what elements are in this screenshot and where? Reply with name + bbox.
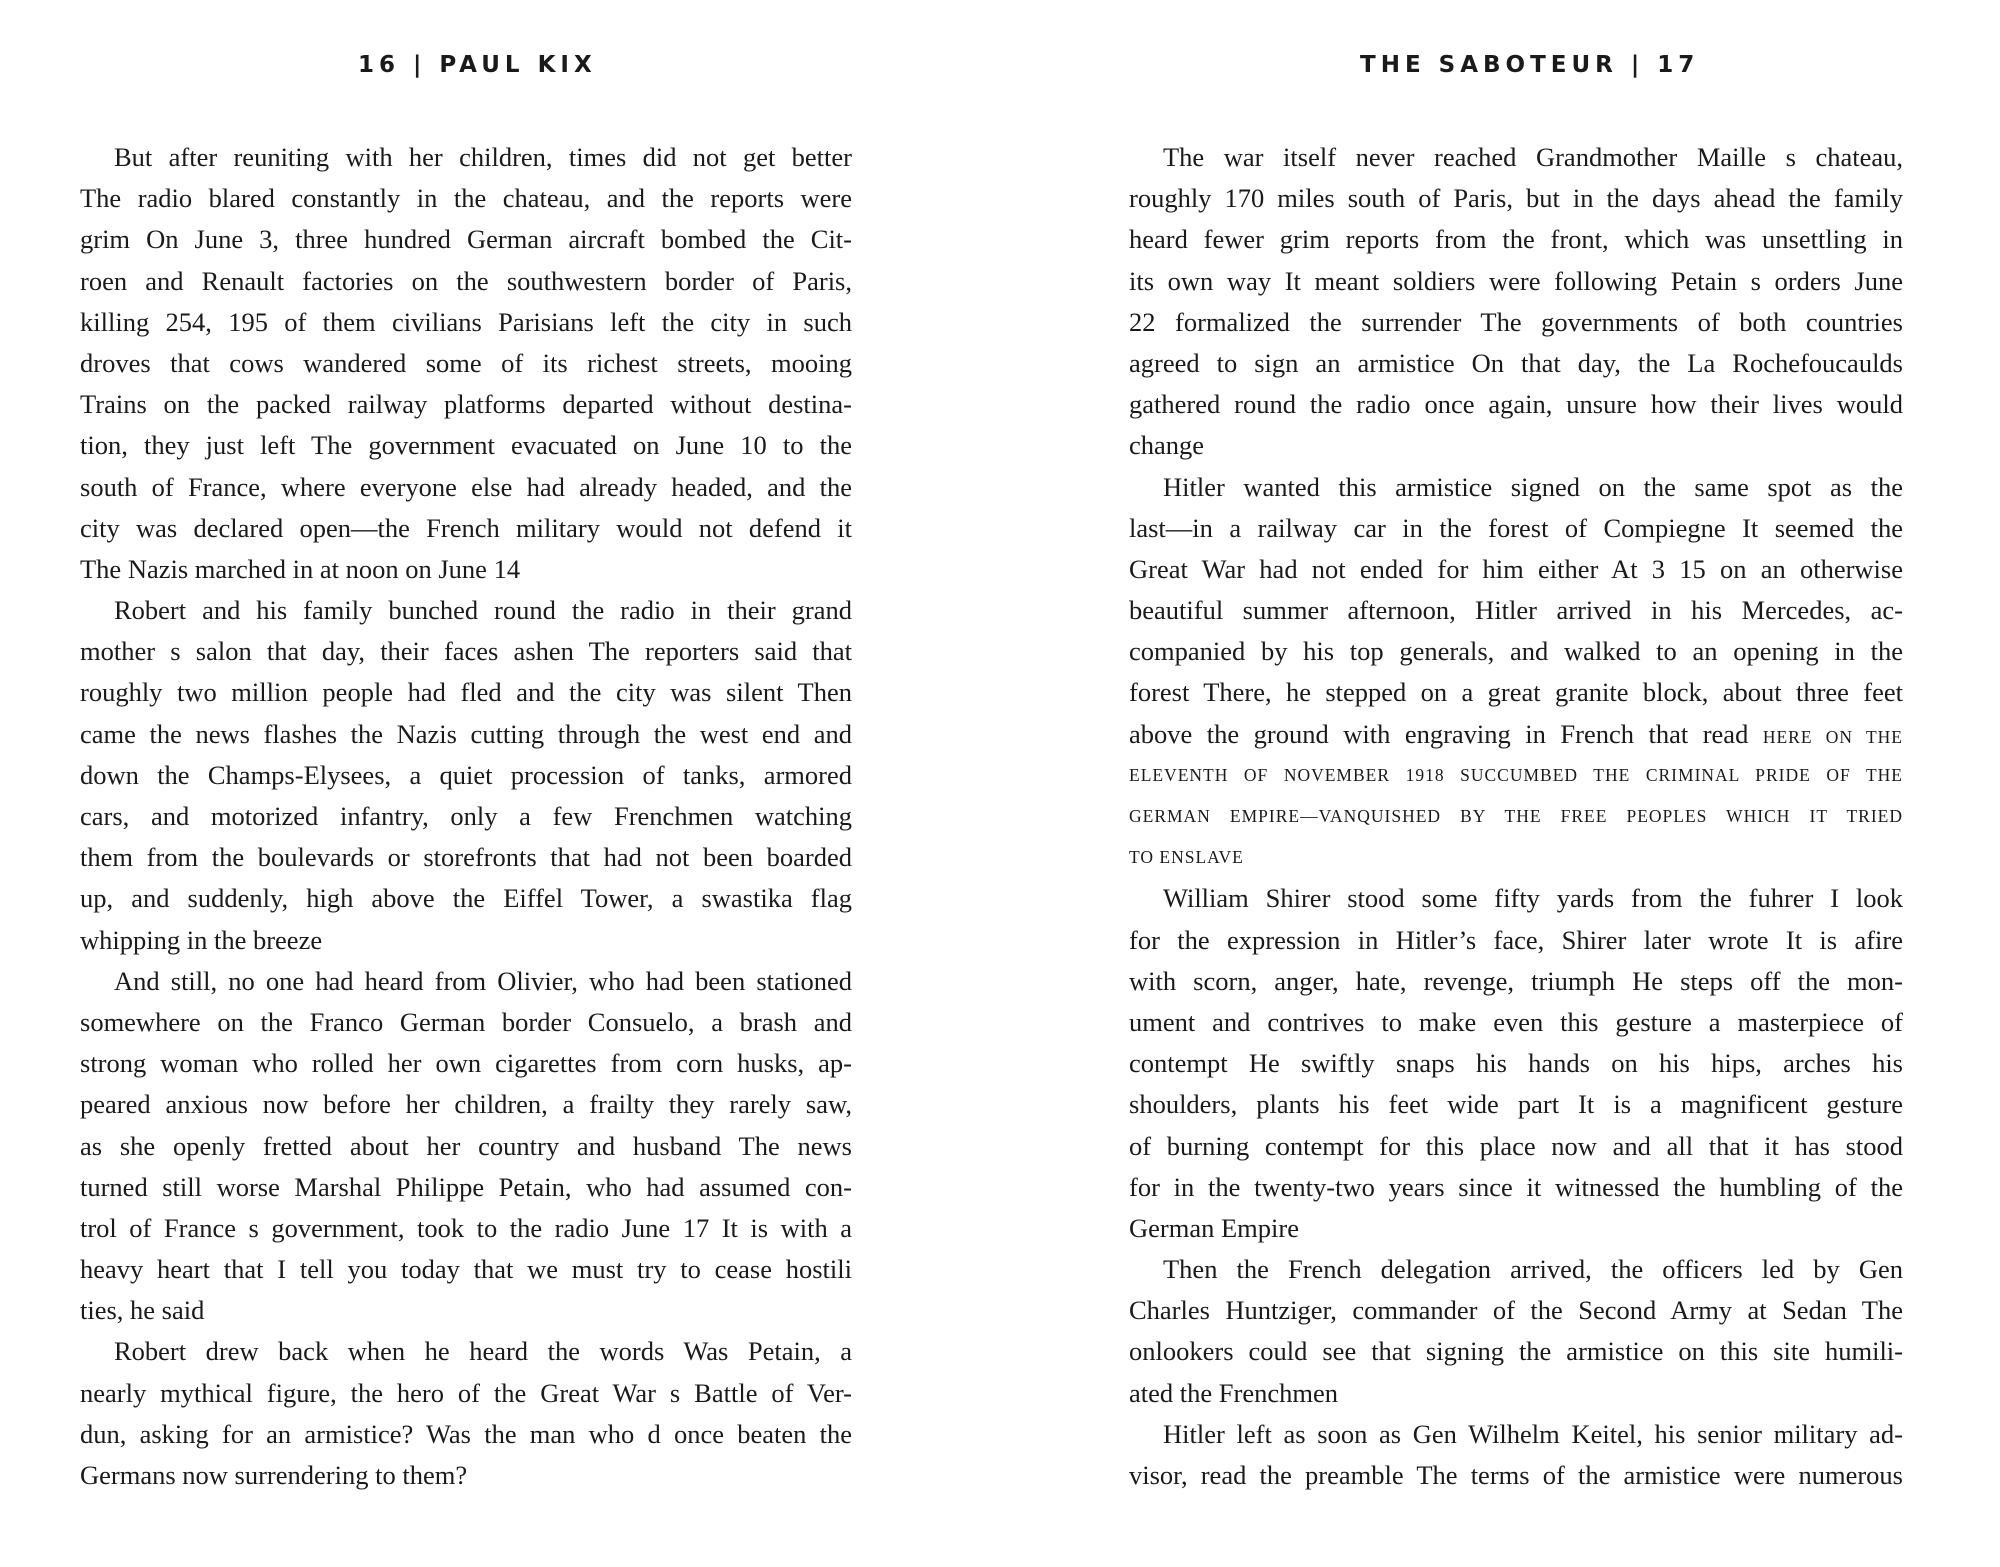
text-line: peared anxious now before her children, a frailty they rarely saw,: [80, 1089, 852, 1120]
text-line: for in the twenty-two years since it witnessed the humbling of the: [1129, 1171, 1903, 1202]
left-running-head: 16 | PAUL KIX: [358, 52, 597, 78]
text-line: The war itself never reached Grandmother Maille s chateau,: [1163, 142, 1903, 172]
text-line: heard fewer grim reports from the front, which was unsettling in: [1129, 224, 1903, 255]
text-line: somewhere on the Franco German border Consuelo, a brash and: [80, 1006, 852, 1037]
text-line: cars, and motorized infantry, only a few Frenchmen watching: [80, 801, 852, 831]
text-line: killing 254, 195 of them civilians Parisians left the city in such: [80, 306, 852, 337]
text-line: of burning contempt for this place now and all that it has stood: [1129, 1130, 1903, 1161]
text-line: beautiful summer afternoon, Hitler arrived in his Mercedes, ac-: [1129, 595, 1903, 626]
text-line: up, and suddenly, high above the Eiffel Tower, a swastika flag: [80, 883, 852, 914]
text-line: roen and Renault factories on the southwestern border of Paris,: [80, 265, 852, 296]
text-line: And still, no one had heard from Olivier, who had been stationed: [114, 965, 852, 996]
text-line: dun, asking for an armistice? Was the man who d once beaten the: [80, 1418, 852, 1449]
text-line: droves that cows wandered some of its richest streets, mooing: [80, 347, 852, 378]
text-line: 22 formalized the surrender The governments of both countries: [1129, 306, 1903, 337]
text-line: German Empire: [1129, 1212, 1299, 1243]
inscription-line: GERMAN EMPIRE—VANQUISHED BY THE FREE PEOPLES WHICH IT TRIED: [1129, 806, 1903, 826]
text-line: The radio blared constantly in the chateau, and the reports were: [80, 183, 852, 214]
text-line: tion, they just left The government evacuated on June 10 to the: [80, 430, 852, 461]
text-line: Trains on the packed railway platforms departed without destina-: [80, 389, 852, 420]
text-line: trol of France s government, took to the radio June 17 It is with a: [80, 1212, 852, 1243]
text-line: gathered round the radio once again, unsure how their lives would: [1129, 389, 1903, 420]
text-line: grim On June 3, three hundred German aircraft bombed the Cit-: [80, 224, 852, 255]
left-body-text: [80, 137, 852, 1496]
text-line: Hitler wanted this armistice signed on the same spot as the: [1163, 471, 1903, 502]
text-line: agreed to sign an armistice On that day, the La Rochefoucaulds: [1129, 347, 1903, 378]
text-line: contempt He swiftly snaps his hands on his hips, arches his: [1129, 1048, 1903, 1079]
text-line: The Nazis marched in at noon on June 14: [80, 553, 521, 584]
text-line: mother s salon that day, their faces ashen The reporters said that: [80, 636, 852, 667]
right-running-head: THE SABOTEUR | 17: [1360, 52, 1700, 78]
text-line: Robert drew back when he heard the words Was Petain, a: [114, 1336, 852, 1367]
text-line: heavy heart that I tell you today that we must try to cease hostili: [80, 1254, 852, 1285]
text-line: ties, he said: [80, 1295, 205, 1326]
inscription-line: TO ENSLAVE: [1129, 847, 1244, 868]
right-body-text: [1129, 137, 1903, 1496]
text-line: them from the boulevards or storefronts that had not been boarded: [80, 842, 852, 873]
text-line: roughly 170 miles south of Paris, but in the days ahead the family: [1129, 183, 1903, 214]
text-line: Hitler left as soon as Gen Wilhelm Keitel, his senior military ad-: [1163, 1418, 1903, 1449]
text-line: last—in a railway car in the forest of Compiegne It seemed the: [1129, 512, 1903, 543]
text-line: companied by his top generals, and walked to an opening in the: [1129, 636, 1903, 667]
text-line: with scorn, anger, hate, revenge, triumph He steps off the mon-: [1129, 965, 1903, 996]
text-line: city was declared open—the French military would not defend it: [80, 512, 852, 543]
text-line: shoulders, plants his feet wide part It is a magnificent gesture: [1129, 1089, 1903, 1120]
text-line: Germans now surrendering to them?: [80, 1460, 468, 1490]
text-line: for the expression in Hitler’s face, Shirer later wrote It is afire: [1129, 924, 1903, 955]
text-line: came the news flashes the Nazis cutting through the west end and: [80, 718, 852, 749]
text-line: nearly mythical figure, the hero of the Great War s Battle of Ver-: [80, 1377, 852, 1408]
text-line: south of France, where everyone else had already headed, and the: [80, 471, 852, 502]
text-line: whipping in the breeze: [80, 924, 323, 955]
text-line: strong woman who rolled her own cigarettes from corn husks, ap-: [80, 1048, 852, 1079]
text-line: visor, read the preamble The terms of the armistice were numerous: [1129, 1460, 1903, 1490]
text-fragment: above the ground with engraving in French that read: [1129, 718, 1749, 749]
text-line: William Shirer stood some fifty yards from the fuhrer I look: [1163, 883, 1903, 914]
text-line: ated the Frenchmen: [1129, 1377, 1338, 1408]
text-line: its own way It meant soldiers were following Petain s orders June: [1129, 265, 1903, 296]
text-line: Charles Huntziger, commander of the Second Army at Sedan The: [1129, 1295, 1903, 1326]
inscription-line: ELEVENTH OF NOVEMBER 1918 SUCCUMBED THE CRIMINAL PRIDE OF THE: [1129, 764, 1903, 785]
inscription-start: HERE ON THE: [1762, 726, 1903, 747]
text-line: as she openly fretted about her country and husband The news: [80, 1130, 852, 1161]
text-line: down the Champs-Elysees, a quiet procession of tanks, armored: [80, 759, 852, 790]
text-line: Robert and his family bunched round the radio in their grand: [114, 595, 852, 626]
right-page: [1000, 0, 2000, 1567]
text-line: onlookers could see that signing the armistice on this site humili-: [1129, 1336, 1903, 1367]
text-line: forest There, he stepped on a great granite block, about three feet: [1129, 677, 1903, 708]
text-line: Great War had not ended for him either At 3 15 on an otherwise: [1129, 553, 1903, 584]
text-line: turned still worse Marshal Philippe Petain, who had assumed con-: [80, 1171, 852, 1202]
text-line: roughly two million people had fled and the city was silent Then: [80, 677, 852, 708]
text-line: But after reuniting with her children, times did not get better: [114, 142, 852, 172]
text-line: ument and contrives to make even this gesture a masterpiece of: [1129, 1006, 1903, 1037]
text-line: [1129, 714, 1903, 755]
text-line: Then the French delegation arrived, the officers led by Gen: [1163, 1254, 1903, 1285]
text-line: change: [1129, 430, 1205, 461]
